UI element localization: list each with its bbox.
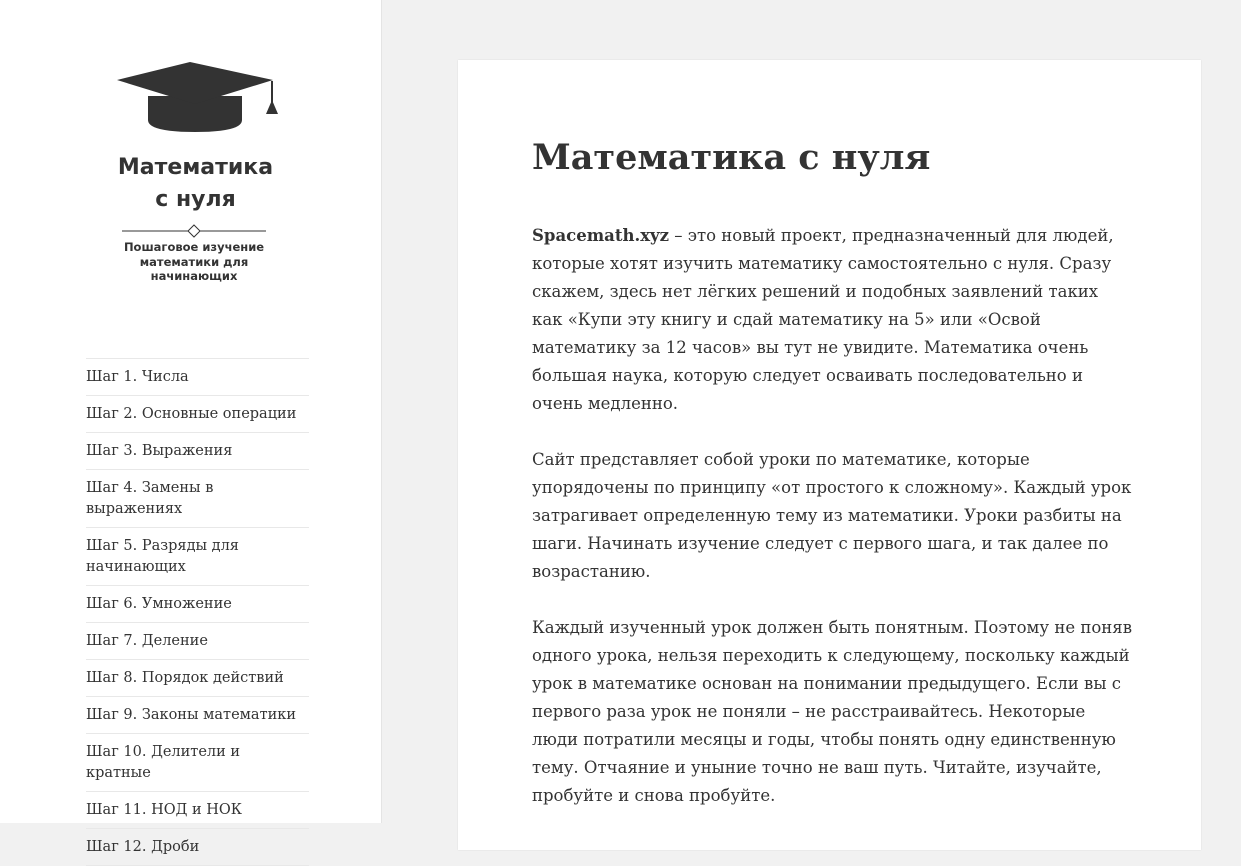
site-title: Математика с нуля bbox=[117, 155, 274, 212]
article-paragraph: Сайт представляет собой уроки по математике, которые упорядочены по принципу «от простого к сложному». Каждый урок затрагивает определенную тему из математики. Уроки разбиты на шаги. Начинать изучение следует с первого шага, и так далее по возрастанию. bbox=[532, 450, 1132, 581]
nav-item-step-12[interactable]: Шаг 12. Дроби bbox=[86, 829, 309, 866]
sidebar-nav bbox=[86, 358, 309, 866]
nav-item-step-8[interactable]: Шаг 8. Порядок действий bbox=[86, 660, 309, 697]
article-paragraph: Каждый изученный урок должен быть понятным. Поэтому не поняв одного урока, нельзя переходить к следующему, поскольку каждый урок в математике основан на понимании предыдущего. Если вы с первого раза урок не поняли – не расстраивайтесь. Некоторые люди потратили месяцы и годы, чтобы понять одну единственную тему. Отчаяние и уныние точно не ваш путь. Читайте, изучайте, пробуйте и снова пробуйте. bbox=[532, 618, 1132, 805]
article-title: Математика с нуля bbox=[532, 137, 931, 178]
nav-item-step-5[interactable]: Шаг 5. Разряды для начинающих bbox=[86, 528, 309, 586]
nav-item-step-1[interactable]: Шаг 1. Числа bbox=[86, 359, 309, 396]
nav-item-step-7[interactable]: Шаг 7. Деление bbox=[86, 623, 309, 660]
article-paragraph bbox=[532, 222, 1132, 418]
site-logo[interactable] bbox=[108, 56, 288, 296]
nav-item-step-4[interactable]: Шаг 4. Замены в выражениях bbox=[86, 470, 309, 528]
logo-divider bbox=[122, 224, 266, 238]
graduation-cap-icon bbox=[108, 56, 283, 136]
site-name-link: Spacemath.xyz bbox=[532, 226, 669, 245]
article-card bbox=[458, 60, 1201, 850]
site-tagline: Пошаговое изучение математики для начинающих bbox=[123, 240, 265, 283]
article-body bbox=[532, 222, 1132, 838]
nav-item-step-11[interactable]: Шаг 11. НОД и НОК bbox=[86, 792, 309, 829]
nav-item-step-10[interactable]: Шаг 10. Делители и кратные bbox=[86, 734, 309, 792]
paragraph-text: – это новый проект, предназначенный для людей, которые хотят изучить математику самостоятельно с нуля. Сразу скажем, здесь нет лёгких решений и подобных заявлений таких как «Купи эту книгу и сдай математику на 5» или «Освой математику за 12 часов» вы тут не увидите. Математика очень большая наука, которую следует осваивать последовательно и очень медленно. bbox=[532, 226, 1114, 413]
nav-item-step-6[interactable]: Шаг 6. Умножение bbox=[86, 586, 309, 623]
nav-item-step-9[interactable]: Шаг 9. Законы математики bbox=[86, 697, 309, 734]
sidebar bbox=[0, 0, 382, 855]
nav-item-step-3[interactable]: Шаг 3. Выражения bbox=[86, 433, 309, 470]
nav-item-step-2[interactable]: Шаг 2. Основные операции bbox=[86, 396, 309, 433]
